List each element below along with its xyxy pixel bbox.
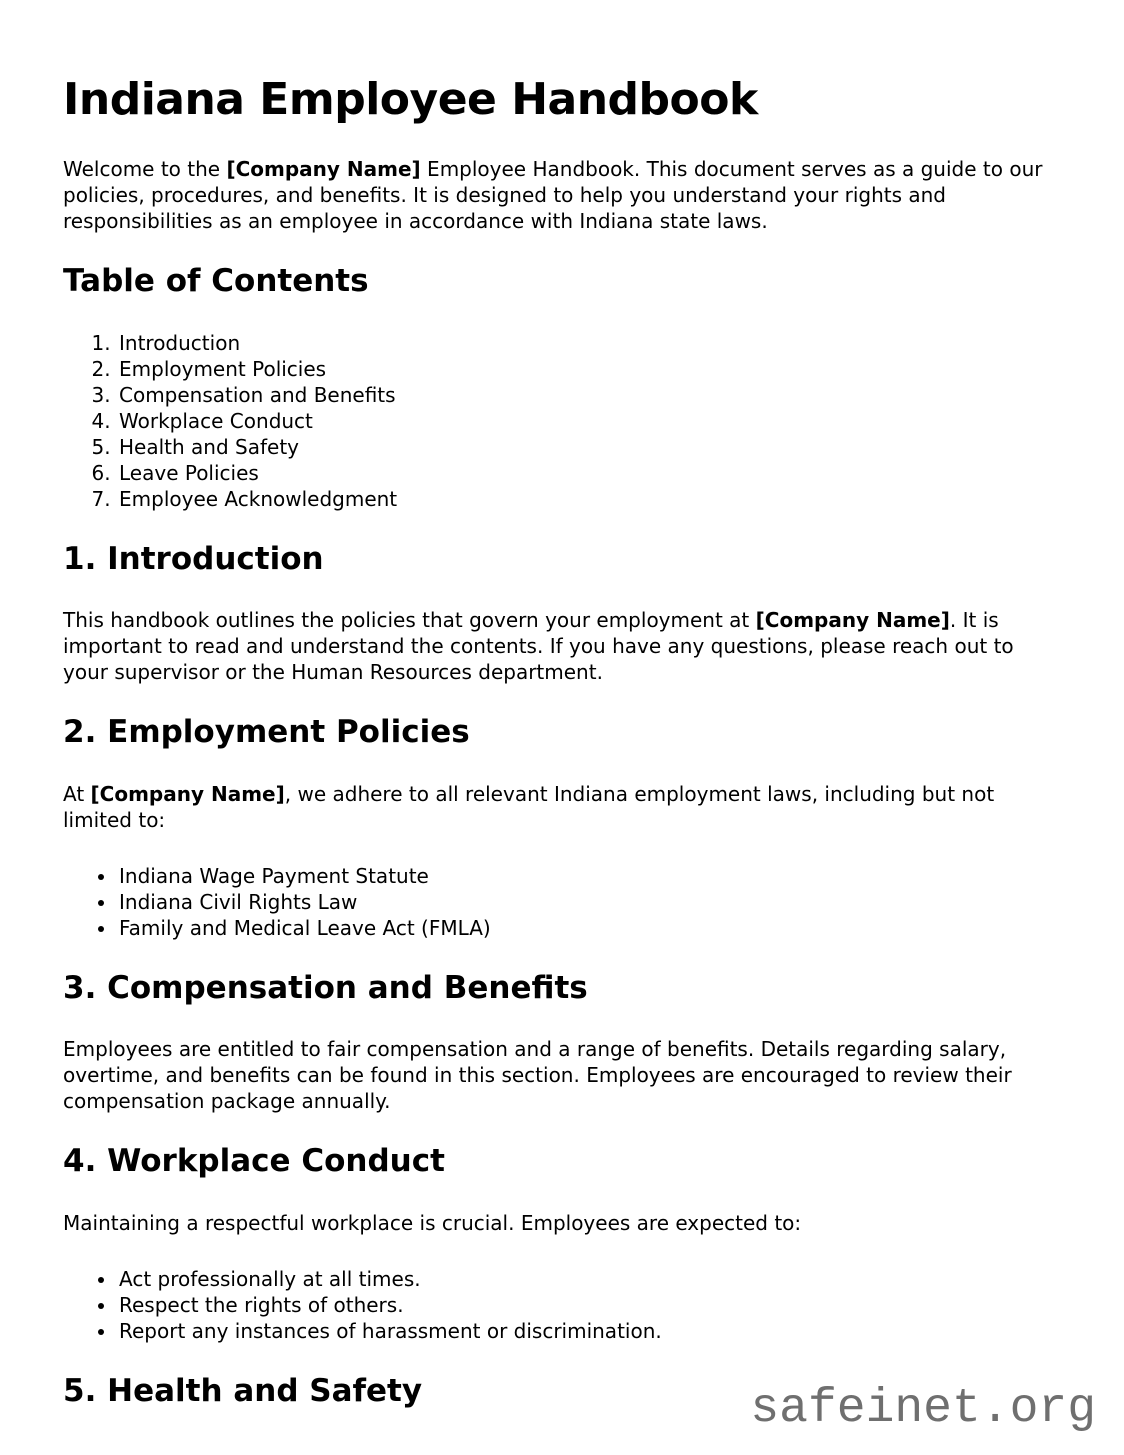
employment-law-item: • Indiana Wage Payment Statute bbox=[117, 863, 1061, 889]
section-employment-lead bbox=[63, 781, 1061, 833]
employment-laws-list bbox=[63, 863, 1061, 941]
conduct-expectations-list bbox=[63, 1266, 1061, 1344]
toc-item-compensation-benefits: 3. Compensation and Benefits bbox=[117, 382, 1061, 408]
section-compensation-heading: 3. Compensation and Benefits bbox=[63, 969, 588, 1006]
intro-paragraph bbox=[63, 156, 1061, 234]
conduct-expectation-item: • Report any instances of harassment or discrimination. bbox=[117, 1318, 1061, 1344]
employment-text-before: At bbox=[63, 781, 91, 806]
toc-item-introduction: 1. Introduction bbox=[117, 330, 1061, 356]
employment-law-item: • Indiana Civil Rights Law bbox=[117, 889, 1061, 915]
section-introduction-heading: 1. Introduction bbox=[63, 540, 324, 577]
toc-heading: Table of Contents bbox=[63, 262, 369, 299]
section-employment-heading: 2. Employment Policies bbox=[63, 714, 470, 751]
section-conduct-lead: Maintaining a respectful workplace is crucial. Employees are expected to: bbox=[63, 1211, 802, 1236]
introduction-text-before: This handbook outlines the policies that govern your employment at bbox=[63, 608, 756, 633]
page-title: Indiana Employee Handbook bbox=[63, 74, 758, 125]
intro-text-before: Welcome to the bbox=[63, 156, 227, 181]
toc-item-health-safety: 5. Health and Safety bbox=[117, 434, 1061, 460]
section-compensation-paragraph: Employees are entitled to fair compensation and a range of benefits. Details regarding salary, overtime, and benefits can be found in this section. Employees are encouraged to review their compensation package annually. bbox=[63, 1037, 1012, 1114]
company-name-placeholder: [Company Name] bbox=[755, 608, 950, 633]
toc-item-leave-policies: 6. Leave Policies bbox=[117, 460, 1061, 486]
company-name-placeholder: [Company Name] bbox=[226, 156, 421, 181]
employment-text-after: , we adhere to all relevant Indiana employment laws, including but not limited to: bbox=[63, 781, 995, 832]
toc-item-employment-policies: 2. Employment Policies bbox=[117, 356, 1061, 382]
introduction-text-after: . It is important to read and understand the contents. If you have any questions, please reach out to your supervisor or the Human Resources department. bbox=[63, 608, 1014, 685]
conduct-expectation-item: • Act professionally at all times. bbox=[117, 1266, 1061, 1292]
section-conduct-heading: 4. Workplace Conduct bbox=[63, 1143, 445, 1180]
intro-text-after: Employee Handbook. This document serves as a guide to our policies, procedures, and benefits. It is designed to help you understand your rights and responsibilities as an employee in accordance with Indiana state laws. bbox=[63, 156, 1043, 233]
employment-law-item: • Family and Medical Leave Act (FMLA) bbox=[117, 915, 1061, 941]
company-name-placeholder: [Company Name] bbox=[90, 781, 285, 806]
section-health-heading: 5. Health and Safety bbox=[63, 1373, 423, 1410]
toc-item-workplace-conduct: 4. Workplace Conduct bbox=[117, 408, 1061, 434]
conduct-expectation-item: • Respect the rights of others. bbox=[117, 1292, 1061, 1318]
toc-list bbox=[63, 330, 1061, 512]
toc-item-employee-acknowledgment: 7. Employee Acknowledgment bbox=[117, 486, 1061, 512]
section-introduction-paragraph bbox=[63, 607, 1061, 685]
watermark: safeinet.org bbox=[750, 1382, 1096, 1436]
